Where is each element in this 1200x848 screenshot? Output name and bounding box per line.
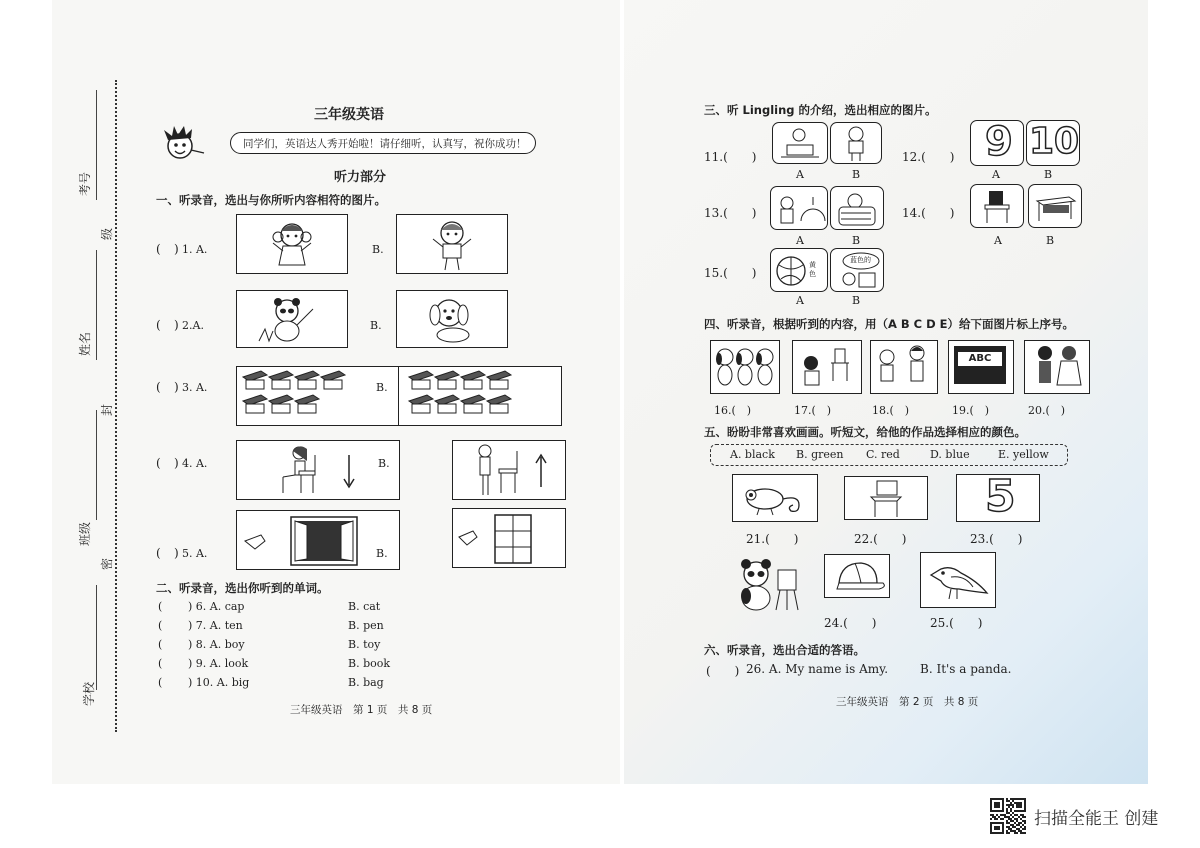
q1-4-option-a-sit-down[interactable] [236, 440, 400, 500]
q11-label-b: B [852, 168, 861, 181]
q4-heading: 四、听录音，根据听到的内容，用（A B C D E）给下面图片标上序号。 [704, 317, 1075, 331]
q4-19-paren[interactable]: 19.( ) [952, 404, 990, 417]
q1-3-option-a-label: 3. A. [182, 381, 208, 394]
binding-exam-no: 考号 [78, 171, 92, 196]
q1-3-option-b-desks[interactable] [398, 366, 562, 426]
binding-seal: 封 [100, 403, 114, 416]
encourage-text: 同学们，英语达人秀开始啦！请仔细听，认真写，祝你成功！ [243, 138, 527, 150]
q2-9-option-a[interactable]: ) 9. A. look [188, 657, 249, 670]
q1-2-option-a-label: 2.A. [182, 319, 204, 332]
q4-picture-4-blackboard[interactable] [948, 340, 1014, 394]
q1-1-option-a-girl[interactable] [236, 214, 348, 274]
q14-option-a-chair[interactable] [970, 184, 1024, 228]
q2-heading: 二、听录音，选出你听到的单词。 [156, 581, 329, 595]
q21-paren[interactable]: 21.( ) [746, 532, 799, 546]
q12-label-b: B [1044, 168, 1053, 181]
exam-page-1 [52, 0, 620, 784]
q2-10-option-a[interactable]: ) 10. A. big [188, 676, 250, 689]
color-option-2: B. green [796, 448, 844, 461]
q2-6-paren[interactable]: ( [158, 600, 163, 613]
binding-underline-3 [96, 410, 97, 520]
q2-9-paren[interactable]: ( [158, 657, 163, 670]
color-option-1: A. black [730, 448, 775, 461]
watermark-text: 扫描全能王 创建 [1034, 809, 1159, 829]
q2-6-option-b[interactable]: B. cat [348, 600, 381, 613]
panda-painter-icon [734, 556, 804, 614]
qr-code-icon [990, 798, 1026, 834]
q4-picture-5-greeting[interactable] [1024, 340, 1090, 394]
q15-label-b: B [852, 294, 861, 307]
encourage-banner [230, 132, 536, 154]
binding-underline-2 [96, 250, 97, 360]
q4-blackboard-text: ABC [958, 352, 1002, 366]
q22-chair[interactable] [844, 476, 928, 520]
exam-page-2 [624, 0, 1148, 784]
page-footer-1: 三年级英语 第 1 页 共 8 页 [290, 704, 433, 716]
q1-4-option-a-label: 4. A. [182, 457, 208, 470]
binding-class-mark: 级 [100, 227, 114, 240]
q24-cap[interactable] [824, 554, 890, 598]
q5-heading: 五、盼盼非常喜欢画画。听短文，给他的作品选择相应的颜色。 [704, 425, 1026, 439]
q26-option-b[interactable]: B. It's a panda. [920, 662, 1012, 676]
q4-picture-2-chair[interactable] [792, 340, 862, 394]
q3-14-paren[interactable]: 14.( ) [902, 206, 955, 220]
q1-3-option-a-desks[interactable] [236, 366, 400, 426]
q15-bubble-a: 黄色 [809, 261, 816, 278]
q11-option-b-boy[interactable] [830, 122, 882, 164]
q1-2-option-b-dog[interactable] [396, 290, 508, 348]
q1-5-option-b-close-window[interactable] [452, 508, 566, 568]
q12-option-b-ten[interactable] [1026, 120, 1080, 166]
q3-13-paren[interactable]: 13.( ) [704, 206, 757, 220]
q14-label-a: A [994, 234, 1002, 247]
q2-8-option-a[interactable]: ) 8. A. boy [188, 638, 245, 651]
q1-2-option-a-panda[interactable] [236, 290, 348, 348]
q2-8-paren[interactable]: ( [158, 638, 163, 651]
q2-8-option-b[interactable]: B. toy [348, 638, 381, 651]
q14-option-b-desk[interactable] [1028, 184, 1082, 228]
q1-2-answer-close: ) [174, 318, 179, 332]
q26-paren[interactable]: ( ) [706, 664, 740, 678]
q1-3-option-b-label: B. [376, 381, 388, 394]
q2-7-option-a[interactable]: ) 7. A. ten [188, 619, 243, 632]
q2-10-option-b[interactable]: B. bag [348, 676, 384, 689]
q15-bubble-b: 蓝色的 [850, 256, 871, 264]
q4-picture-3-children[interactable] [870, 340, 938, 394]
q4-16-paren[interactable]: 16.( ) [714, 404, 752, 417]
q6-heading: 六、听录音，选出合适的答语。 [704, 643, 865, 657]
q15-label-a: A [796, 294, 804, 307]
q3-12-paren[interactable]: 12.( ) [902, 150, 955, 164]
q13-option-b-sleeping[interactable] [830, 186, 884, 230]
q1-2-option-b-label: B. [370, 319, 382, 332]
binding-school: 学校 [82, 681, 96, 706]
page-footer-2: 三年级英语 第 2 页 共 8 页 [836, 696, 979, 708]
binding-sealed: 密 [100, 557, 114, 570]
q13-option-a-morning[interactable] [770, 186, 828, 230]
q1-1-answer-close: ) [174, 242, 179, 256]
q23-paren[interactable]: 23.( ) [970, 532, 1023, 546]
cartoon-boy-icon [158, 124, 206, 164]
q1-1-option-b-label: B. [372, 243, 384, 256]
q22-paren[interactable]: 22.( ) [854, 532, 907, 546]
q2-10-paren[interactable]: ( [158, 676, 163, 689]
q21-chameleon[interactable] [732, 474, 818, 522]
q14-label-b: B [1046, 234, 1055, 247]
q23-digit-five: 5 [985, 471, 1016, 522]
q1-5-option-b-label: B. [376, 547, 388, 560]
q12-digit-nine: 9 [985, 119, 1013, 165]
q2-7-paren[interactable]: ( [158, 619, 163, 632]
q15-option-a-ball[interactable] [770, 248, 828, 292]
q12-label-a: A [992, 168, 1000, 181]
q25-bird[interactable] [920, 552, 996, 608]
q13-label-b: B [852, 234, 861, 247]
q1-5-option-a-label: 5. A. [182, 547, 208, 560]
q12-digit-ten: 10 [1029, 121, 1080, 162]
color-option-3: C. red [866, 448, 900, 461]
q1-4-option-b-stand-up[interactable] [452, 440, 566, 500]
q24-paren[interactable]: 24.( ) [824, 616, 877, 630]
q1-2-answer-paren[interactable]: ( [156, 318, 161, 332]
q1-5-answer-paren[interactable]: ( [156, 546, 161, 560]
binding-line [115, 80, 117, 732]
q11-label-a: A [796, 168, 804, 181]
binding-name: 姓名 [78, 331, 92, 356]
section-listening: 听力部分 [334, 170, 387, 185]
q1-1-option-b-boy[interactable] [396, 214, 508, 274]
color-option-4: D. blue [930, 448, 970, 461]
q15-option-b-talking[interactable] [830, 248, 884, 292]
q25-paren[interactable]: 25.( ) [930, 616, 983, 630]
q1-3-answer-paren[interactable]: ( [156, 380, 161, 394]
q1-1-answer-paren[interactable]: ( [156, 242, 161, 256]
q3-heading: 三、听 Lingling 的介绍，选出相应的图片。 [704, 103, 937, 117]
q26-option-a[interactable]: 26. A. My name is Amy. [746, 662, 889, 676]
q4-18-paren[interactable]: 18.( ) [872, 404, 910, 417]
q1-4-option-b-label: B. [378, 457, 390, 470]
q4-20-paren[interactable]: 20.( ) [1028, 404, 1066, 417]
q2-6-option-a[interactable]: ) 6. A. cap [188, 600, 245, 613]
q1-3-answer-close: ) [174, 380, 179, 394]
color-option-5: E. yellow [998, 448, 1049, 461]
q2-9-option-b[interactable]: B. book [348, 657, 391, 670]
binding-class: 班级 [78, 521, 92, 546]
page-title: 三年级英语 [314, 107, 384, 123]
q4-picture-1-dogs[interactable] [710, 340, 780, 394]
q3-11-paren[interactable]: 11.( ) [704, 150, 757, 164]
q1-1-option-a-label: 1. A. [182, 243, 208, 256]
q23-number-five[interactable] [956, 471, 1040, 522]
q11-option-a-reading[interactable] [772, 122, 828, 164]
q1-4-answer-close: ) [174, 456, 179, 470]
q13-label-a: A [796, 234, 804, 247]
q1-heading: 一、听录音，选出与你所听内容相符的图片。 [156, 193, 386, 207]
q12-option-a-nine[interactable] [970, 120, 1024, 166]
q4-blackboard-inner [954, 346, 1006, 384]
q3-15-paren[interactable]: 15.( ) [704, 266, 757, 280]
binding-underline-4 [96, 585, 97, 690]
q1-5-option-a-open-window[interactable] [236, 510, 400, 570]
binding-underline-1 [96, 90, 97, 200]
q1-4-answer-paren[interactable]: ( [156, 456, 161, 470]
q1-5-answer-close: ) [174, 546, 179, 560]
q2-7-option-b[interactable]: B. pen [348, 619, 384, 632]
q4-17-paren[interactable]: 17.( ) [794, 404, 832, 417]
